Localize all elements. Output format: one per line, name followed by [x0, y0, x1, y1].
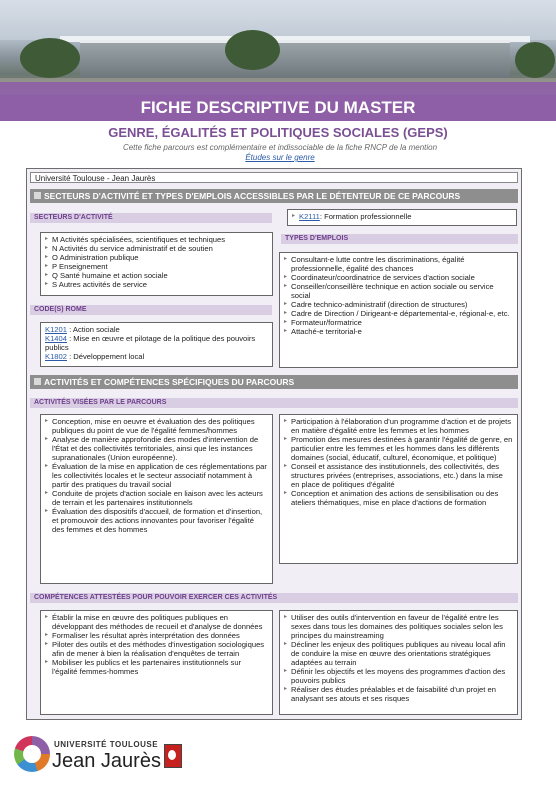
- rome-code-row: K1201 : Action sociale: [45, 325, 120, 334]
- secteurs-list-box: [40, 232, 273, 296]
- list-item: ▸ Participation à l'élaboration d'un programme d'action et de projets en matière d'égalité entre les femmes et les hommes: [284, 417, 513, 435]
- label-secteurs: SECTEURS D'ACTIVITÉ: [30, 213, 272, 223]
- list-item: ▸ Conception, mise en oeuvre et évaluation des des politiques publiques du point de vue de l'égalité femmes/hommes: [45, 417, 268, 435]
- list-item: ▸ M Activités spécialisées, scientifiques et techniques: [45, 235, 268, 244]
- list-item: ▸ Q Santé humaine et action sociale: [45, 271, 268, 280]
- list-item: ▸ S Autres activités de service: [45, 280, 268, 289]
- square-bullet-icon: [34, 192, 41, 199]
- list-item: ▸ Formateur/formatrice: [284, 318, 513, 327]
- list-item: ▸ Attaché-e territorial-e: [284, 327, 513, 336]
- activites-right-box: [279, 414, 518, 564]
- label-activites: ACTIVITÉS VISÉES PAR LE PARCOURS: [30, 398, 518, 408]
- logo-name-text: Jean Jaurès: [52, 750, 161, 772]
- list-item: ▸ Conseiller/conseillère technique en action sociale ou service social: [284, 282, 513, 300]
- list-item: ▸ Conduite de projets d'action sociale en liaison avec les acteurs de terrain et les partenaires institutionnels: [45, 489, 268, 507]
- list-item: ▸ Utiliser des outils d'intervention en faveur de l'égalité entre les sexes dans tous les domaines des politiques sociales selon les principes du mainstreaming: [284, 613, 513, 640]
- competences-right-box: [279, 610, 518, 715]
- list-item: ▸ O Administration publique: [45, 253, 268, 262]
- rncp-note: Cette fiche parcours est complémentaire et indissociable de la fiche RNCP de la mention Études sur le genre: [122, 143, 438, 162]
- rome-code-row: K1404 : Mise en œuvre et pilotage de la politique des pouvoirs publics: [45, 334, 256, 352]
- list-item: ▸ Réaliser des études préalables et de faisabilité d'un projet en analysant ses atouts et ses risques: [284, 685, 513, 703]
- logo-university-text: UNIVERSITÉ TOULOUSE: [54, 740, 159, 749]
- activites-left-box: [40, 414, 273, 584]
- rome-code-link[interactable]: K1404: [45, 334, 67, 343]
- list-item: ▸ Établir la mise en œuvre des politiques publiques en développant des méthodes de recueil et d'analyse de données: [45, 613, 268, 631]
- footer-logos: [0, 730, 556, 786]
- rome-code-link[interactable]: K1201: [45, 325, 67, 334]
- square-bullet-icon: [34, 378, 41, 385]
- list-item: ▸ Cadre technico-administratif (direction de structures): [284, 300, 513, 309]
- mention-link[interactable]: Études sur le genre: [245, 153, 315, 162]
- rome-code-row: K1802 : Développement local: [45, 352, 145, 361]
- section-heading-secteurs: SECTEURS D'ACTIVITÉ ET TYPES D'EMPLOIS ACCESSIBLES PAR LE DÉTENTEUR DE CE PARCOURS: [30, 189, 518, 203]
- list-item: ▸ N Activités du service administratif et de soutien: [45, 244, 268, 253]
- list-item: ▸ Mobiliser les publics et les partenaires institutionnels sur l'égalité femmes-hommes: [45, 658, 268, 676]
- list-item: ▸ Analyse de manière approfondie des modes d'intervention de l'État et des collectivités territoriales, ainsi que les instances supranationales (Union européenne).: [45, 435, 268, 462]
- list-item: ▸ Coordinateur/coordinatrice de services d'action sociale: [284, 273, 513, 282]
- partner-seal-icon: [164, 744, 182, 768]
- list-item: ▸ Promotion des mesures destinées à garantir l'égalité de genre, en particulier entre les femmes et les hommes dans les différents domaines (social, éducatif, culturel, économique, et politique): [284, 435, 513, 462]
- list-item: ▸ Conseil et assistance des institutionnels, des collectivités, des structures privées (entreprises, associations, etc.) dans la mise en place de politiques d'égalité: [284, 462, 513, 489]
- page-title: FICHE DESCRIPTIVE DU MASTER: [0, 95, 556, 121]
- list-item: ▸ Piloter des outils et des méthodes d'investigation sociologiques afin de mener à bien la réalisation d'enquêtes de terrain: [45, 640, 268, 658]
- label-types-emplois: TYPES D'EMPLOIS: [281, 234, 518, 244]
- list-item: ▸ Définir les objectifs et les moyens des programmes d'action des pouvoirs publics: [284, 667, 513, 685]
- rome-code-row: ▸ K2111: Formation professionnelle: [292, 212, 512, 221]
- list-item: ▸ Cadre de Direction / Dirigeant-e départemental-e, régional-e, etc.: [284, 309, 513, 318]
- rome-code-link[interactable]: K1802: [45, 352, 67, 361]
- section-heading-activites: ACTIVITÉS ET COMPÉTENCES SPÉCIFIQUES DU PARCOURS: [30, 375, 518, 389]
- competences-left-box: [40, 610, 273, 715]
- university-name: Université Toulouse - Jean Jaurès: [30, 172, 518, 183]
- university-logo-icon: [14, 736, 50, 772]
- list-item: ▸ Consultant-e lutte contre les discriminations, égalité professionnelle, égalité des chances: [284, 255, 513, 273]
- rome-code-link[interactable]: K2111: [299, 212, 320, 221]
- list-item: ▸ Évaluation des dispositifs d'accueil, de formation et d'insertion, et promouvoir des actions innovantes pour favoriser l'égalité des femmes et des hommes: [45, 507, 268, 534]
- rome-codes-box: [40, 322, 273, 367]
- campus-banner-image: [0, 0, 556, 95]
- list-item: ▸ Décliner les enjeux des politiques publiques au niveau local afin de conduire la mise en œuvre des orientations stratégiques adaptées au terrain: [284, 640, 513, 667]
- list-item: ▸ P Enseignement: [45, 262, 268, 271]
- types-emplois-box: [279, 252, 518, 368]
- list-item: ▸ Évaluation de la mise en application de ces réglementations par les collectivités locales et le secteur associatif notamment à partir des pratiques du travail social: [45, 462, 268, 489]
- master-subtitle: GENRE, ÉGALITÉS ET POLITIQUES SOCIALES (GEPS): [108, 125, 448, 140]
- rome-code-right-box: [287, 209, 517, 226]
- label-rome: CODE(S) ROME: [30, 305, 272, 315]
- label-competences: COMPÉTENCES ATTESTÉES POUR POUVOIR EXERCER CES ACTIVITÉS: [30, 593, 518, 603]
- list-item: ▸ Formaliser les résultat après interprétation des données: [45, 631, 268, 640]
- list-item: ▸ Conception et animation des actions de sensibilisation ou des ateliers thématiques, mise en place d'actions de formation: [284, 489, 513, 507]
